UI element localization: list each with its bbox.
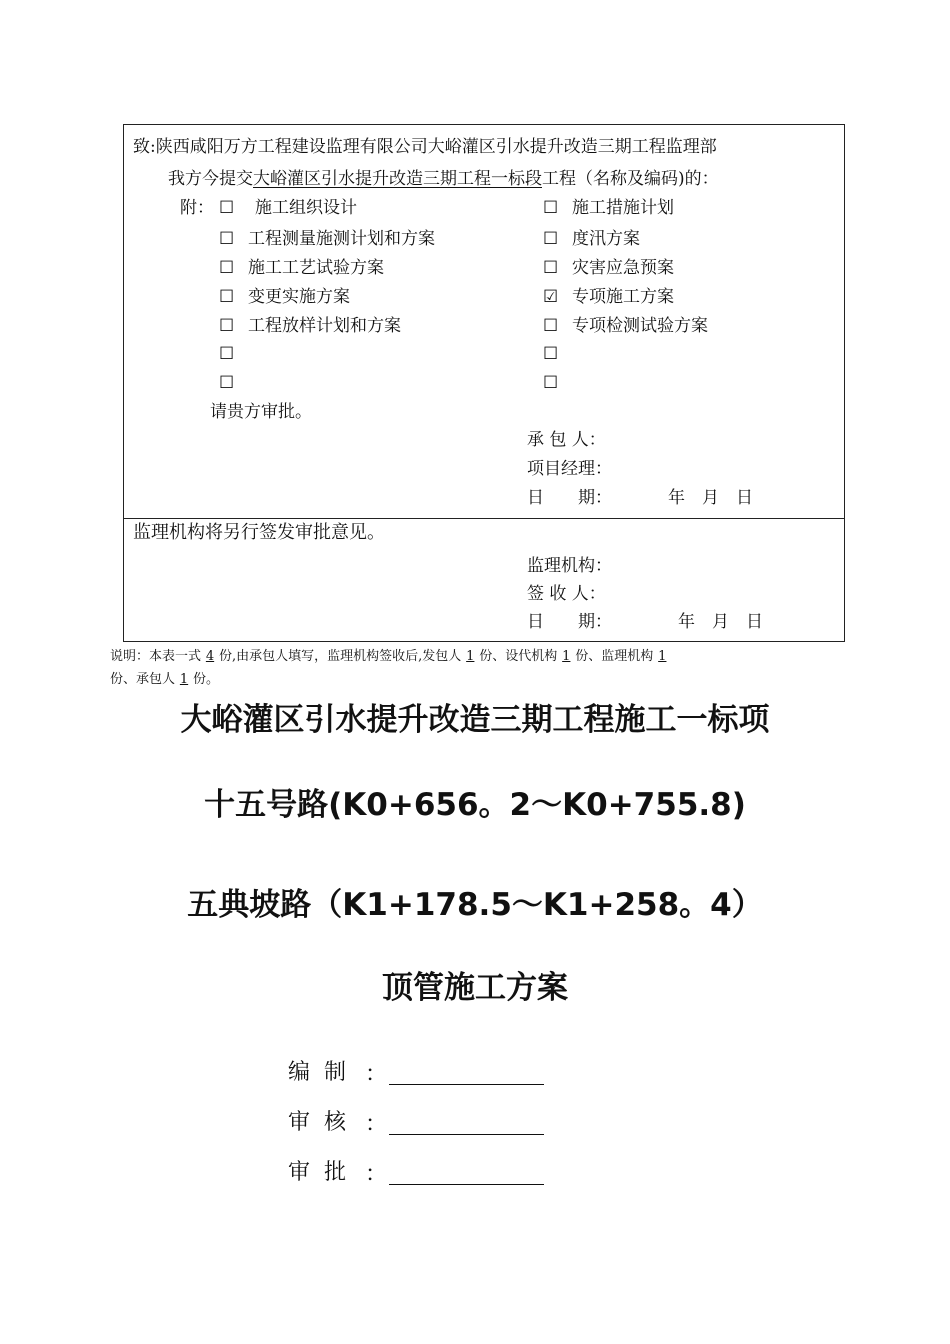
form-note-line2 xyxy=(110,672,219,688)
note-text-5: 份。 xyxy=(193,672,220,687)
note-count-owner: 1 xyxy=(466,649,475,664)
note-copies: 4 xyxy=(205,649,215,664)
supervision-org-label: 监理机构： xyxy=(527,556,612,576)
review-colon: ： xyxy=(365,1112,388,1137)
form-divider xyxy=(123,518,845,519)
right-item-label-1: 度汛方案 xyxy=(572,229,640,249)
supervision-opinion: 监理机构将另行签发审批意见。 xyxy=(133,522,385,543)
approve-label: 审批 xyxy=(288,1160,361,1185)
left-item-label-3: 变更实施方案 xyxy=(248,287,350,307)
note-text-2: 份、设代机构 xyxy=(479,649,558,664)
receiver-label: 签 收 人： xyxy=(527,584,606,604)
left-checkbox-6[interactable]: ☐ xyxy=(219,373,235,393)
project-name: 大峪灌区引水提升改造三期工程一标段 xyxy=(253,169,542,189)
note-text-4: 份、承包人 xyxy=(110,672,176,687)
left-checkbox-4[interactable]: ☐ xyxy=(219,316,235,336)
approve-colon: ： xyxy=(365,1162,388,1187)
submission-suffix: 工程（名称及编码)的： xyxy=(542,169,719,189)
right-checkbox-6[interactable]: ☐ xyxy=(543,373,559,393)
left-item-label-4: 工程放样计划和方案 xyxy=(248,316,401,336)
note-text-1: 份,由承包人填写，监理机构签收后,发包人 xyxy=(219,649,462,664)
right-checkbox-0[interactable]: ☐ xyxy=(543,198,559,218)
right-checkbox-1[interactable]: ☐ xyxy=(543,229,559,249)
project-manager-label: 项目经理： xyxy=(527,459,612,479)
date-fields: 年 月 日 xyxy=(668,488,753,508)
right-item-label-0: 施工措施计划 xyxy=(572,198,674,218)
doc-title-line1: 大峪灌区引水提升改造三期工程施工一标项 xyxy=(180,702,770,738)
approve-signature-line[interactable] xyxy=(389,1184,544,1185)
doc-title-line2: 十五号路(K0+656。2～K0+755.8) xyxy=(204,787,746,823)
compile-signature-line[interactable] xyxy=(389,1084,544,1085)
right-checkbox-3[interactable]: ☑ xyxy=(543,287,559,307)
date-label: 日 期： xyxy=(527,488,612,508)
left-checkbox-0[interactable]: ☐ xyxy=(219,198,235,218)
contractor-label: 承 包 人： xyxy=(527,430,606,450)
left-checkbox-5[interactable]: ☐ xyxy=(219,344,235,364)
note-prefix: 说明：本表一式 xyxy=(110,649,202,664)
attachment-label: 附： xyxy=(180,198,214,218)
submission-line xyxy=(168,169,719,189)
review-signature-line[interactable] xyxy=(389,1134,544,1135)
review-label: 审核 xyxy=(288,1110,361,1135)
right-checkbox-4[interactable]: ☐ xyxy=(543,316,559,336)
left-checkbox-2[interactable]: ☐ xyxy=(219,258,235,278)
right-item-label-4: 专项检测试验方案 xyxy=(572,316,708,336)
date-label-2: 日 期： xyxy=(527,612,612,632)
submission-prefix: 我方今提交 xyxy=(168,169,253,189)
right-item-label-2: 灾害应急预案 xyxy=(572,258,674,278)
right-item-label-3: 专项施工方案 xyxy=(572,287,674,307)
form-note-line1 xyxy=(110,649,671,665)
doc-title-line3: 五典坡路（K1+178.5～K1+258。4） xyxy=(187,887,763,923)
left-item-label-0: 施工组织设计 xyxy=(255,198,357,218)
left-item-label-2: 施工工艺试验方案 xyxy=(248,258,384,278)
note-count-supervision: 1 xyxy=(658,649,667,664)
addressee-line: 致:陕西咸阳万方工程建设监理有限公司大峪灌区引水提升改造三期工程监理部 xyxy=(133,137,717,157)
compile-label: 编制 xyxy=(288,1060,361,1085)
doc-title-line4: 顶管施工方案 xyxy=(382,970,568,1006)
compile-colon: ： xyxy=(365,1062,388,1087)
note-text-3: 份、监理机构 xyxy=(575,649,654,664)
date-fields-2: 年 月 日 xyxy=(678,612,763,632)
right-checkbox-5[interactable]: ☐ xyxy=(543,344,559,364)
note-count-contractor: 1 xyxy=(179,672,189,687)
request-text: 请贵方审批。 xyxy=(210,402,312,422)
left-item-label-1: 工程测量施测计划和方案 xyxy=(248,229,435,249)
note-count-design: 1 xyxy=(562,649,571,664)
left-checkbox-3[interactable]: ☐ xyxy=(219,287,235,307)
right-checkbox-2[interactable]: ☐ xyxy=(543,258,559,278)
left-checkbox-1[interactable]: ☐ xyxy=(219,229,235,249)
